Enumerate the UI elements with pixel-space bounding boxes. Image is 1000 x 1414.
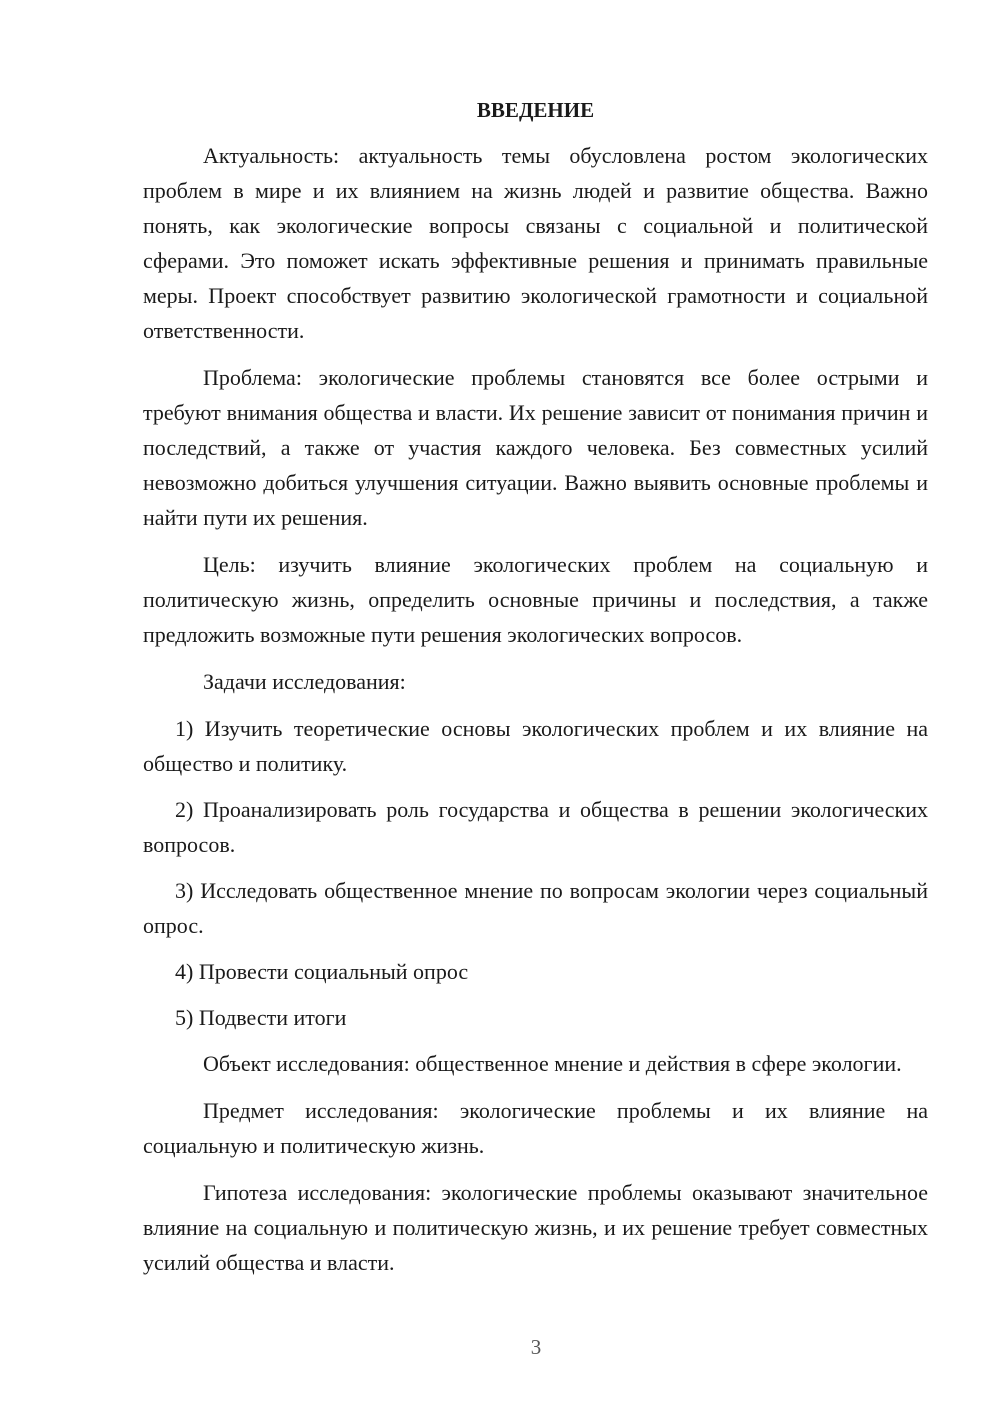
object-paragraph: Объект исследования: общественное мнение и действия в сфере экологии.	[203, 1051, 902, 1076]
relevance-paragraph: Актуальность: актуальность темы обусловлена ростом экологических проблем в мире и их влиянием на жизнь людей и развитие общества. Важно понять, как экологические вопросы связаны с социальной и политической сферами. Это поможет искать эффективные решения и принимать правильные меры. Проект способствует развитию экологической грамотности и социальной ответственности.	[143, 143, 928, 343]
document-body	[143, 96, 928, 1292]
page-number: 3	[530, 1335, 542, 1359]
task-item-1: 1) Изучить теоретические основы экологических проблем и их влияние на общество и политику.	[143, 716, 928, 776]
task-item-2: 2) Проанализировать роль государства и общества в решении экологических вопросов.	[143, 797, 928, 857]
problem-paragraph: Проблема: экологические проблемы становятся все более острыми и требуют внимания общества и власти. Их решение зависит от понимания причин и последствий, а также от участия каждого человека. Без совместных усилий невозможно добиться улучшения ситуации. Важно выявить основные проблемы и найти пути их решения.	[143, 365, 928, 530]
page-title: ВВЕДЕНИЕ	[476, 98, 595, 122]
task-item-5: 5) Подвести итоги	[175, 1005, 347, 1030]
goal-paragraph: Цель: изучить влияние экологических проблем на социальную и политическую жизнь, определить основные причины и последствия, а также предложить возможные пути решения экологических вопросов.	[143, 552, 928, 647]
subject-paragraph: Предмет исследования: экологические проблемы и их влияние на социальную и политическую жизнь.	[143, 1098, 928, 1158]
hypothesis-paragraph: Гипотеза исследования: экологические проблемы оказывают значительное влияние на социальную и политическую жизнь, и их решение требует совместных усилий общества и власти.	[143, 1180, 928, 1275]
task-item-3: 3) Исследовать общественное мнение по вопросам экологии через социальный опрос.	[143, 878, 928, 938]
task-item-4: 4) Провести социальный опрос	[175, 959, 469, 984]
tasks-heading: Задачи исследования:	[203, 669, 406, 694]
